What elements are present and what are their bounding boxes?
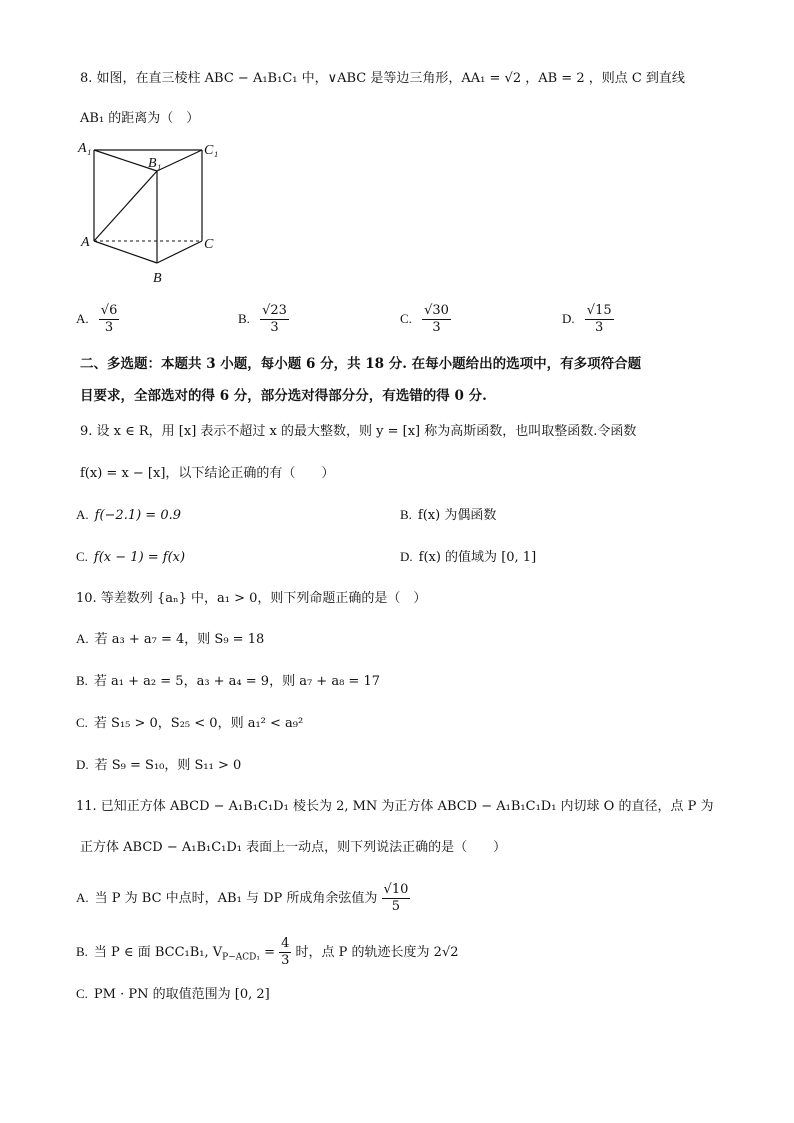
q9-option-a[interactable]: A. f(−2.1) = 0.9 [76,507,181,523]
q9-stem-line1: 9. 设 x ∈ R，用 [x] 表示不超过 x 的最大整数，则 y = [x] 称为高斯函数，也叫取整函数.令函数 [80,424,637,439]
edge-bc [157,241,202,263]
q11-stem-line1: 11. 已知正方体 ABCD − A₁B₁C₁D₁ 棱长为 2, MN 为正方体 ABCD − A₁B₁C₁D₁ 内切球 O 的直径，点 P 为 [76,799,714,814]
q9-option-c[interactable]: C. f(x − 1) = f(x) [76,549,186,565]
section2-heading-line1: 二、多选题：本题共 3 小题，每小题 6 分，共 18 分. 在每小题给出的选项中，有多项符合题 [80,356,642,372]
q10-option-a[interactable]: A. 若 a₃ + a₇ = 4，则 S₉ = 18 [76,631,265,647]
label-b: B [153,271,162,286]
q8-option-d[interactable]: D. $\frac{√15}{3}$ [562,303,612,335]
edge-ab1 [94,171,157,241]
q11-option-b[interactable]: B. 当 P ∈ 面 BCC₁B₁, $V_{P-ACD_1}$ = $\frac{4}{3}$ 时，点 P 的轨迹长度为 2√2 [76,936,459,968]
edge-b1c1 [157,150,202,171]
label-b1: B₁ [148,156,162,171]
q9-option-b[interactable]: B. f(x) 为偶函数 [400,507,497,523]
section2-heading-line2: 目要求，全部选对的得 6 分，部分选对得部分分，有选错的得 0 分. [80,388,487,404]
q10-option-b[interactable]: B. 若 a₁ + a₂ = 5，a₃ + a₄ = 9，则 a₇ + a₈ = 17 [76,673,380,689]
q11-option-c[interactable]: C. PM · PN 的取值范围为 [0, 2] [76,986,270,1002]
q8-stem-line1: 8. 如图，在直三棱柱 ABC − A₁B₁C₁ 中，∨ABC 是等边三角形，AA₁ = √2 ，AB = 2 ，则点 C 到直线 [80,71,685,86]
q9-option-d[interactable]: D. f(x) 的值域为 [0, 1] [400,549,537,565]
label-a1: A₁ [78,141,92,156]
label-c1: C₁ [204,143,219,158]
q8-stem-line2: AB₁ 的距离为（ ） [80,111,200,126]
label-c: C [204,237,214,252]
q11-option-a[interactable]: A. 当 P 为 BC 中点时，AB₁ 与 DP 所成角余弦值为 $\frac{√10}{5}$ [76,882,409,914]
q9-stem-line2: f(x) = x − [x]，以下结论正确的有（ ） [80,466,335,481]
label-a: A [81,235,90,250]
q11-stem-line2: 正方体 ABCD − A₁B₁C₁D₁ 表面上一动点，则下列说法正确的是（ ） [80,840,507,855]
q8-option-c[interactable]: C. $\frac{√30}{3}$ [400,303,449,335]
q8-option-b[interactable]: B. $\frac{√23}{3}$ [238,303,287,335]
q10-option-c[interactable]: C. 若 S₁₅ > 0，S₂₅ < 0，则 a₁² < a₉² [76,715,304,731]
edge-ab [94,241,157,263]
q10-option-d[interactable]: D. 若 S₉ = S₁₀，则 S₁₁ > 0 [76,757,242,773]
q8-option-a[interactable]: A. $\frac{√6}{3}$ [76,303,118,335]
prism-figure [72,134,232,292]
q10-stem: 10. 等差数列 {aₙ} 中，a₁ > 0，则下列命题正确的是（ ） [76,591,427,606]
